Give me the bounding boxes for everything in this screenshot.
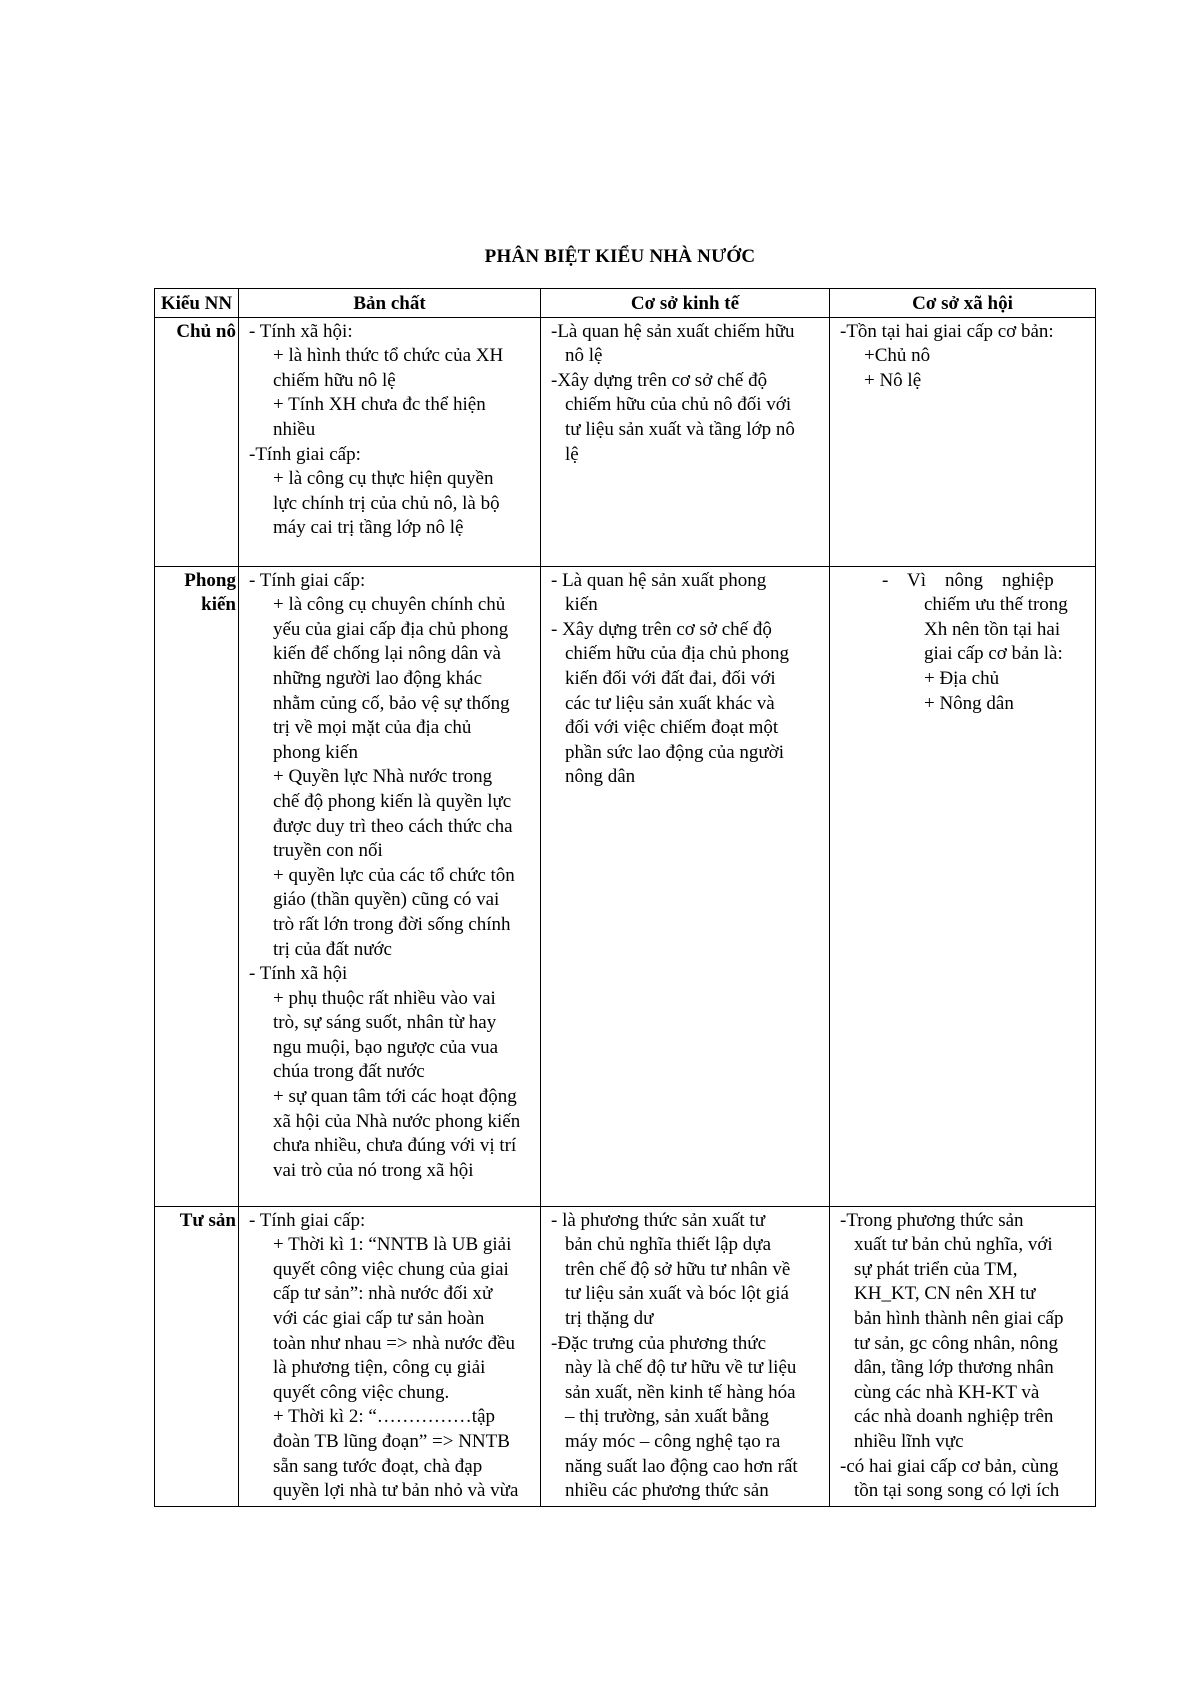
cell-line: đối với việc chiếm đoạt một [565, 717, 779, 739]
cell-line: đoàn TB lũng đoạn” => NNTB [273, 1430, 510, 1452]
cell-line: chiếm hữu của chủ nô đối với [565, 394, 792, 416]
cell-line: - Tính xã hội: [249, 320, 353, 342]
cell-line: vai trò của nó trong xã hội [273, 1159, 474, 1181]
cell-line: -Đặc trưng của phương thức [551, 1332, 767, 1354]
cell-line: -Tính giai cấp: [249, 443, 361, 465]
cell-line: xã hội của Nhà nước phong kiến [273, 1110, 521, 1132]
cell-line: KH_KT, CN nên XH tư [854, 1283, 1036, 1305]
cell-line: nhiều lĩnh vực [854, 1430, 964, 1452]
row-economy [541, 317, 830, 566]
cell-line: nông dân [565, 766, 636, 788]
cell-line: phần sức lao động của người [565, 741, 785, 763]
cell-line: chưa nhiều, chưa đúng với vị trí [273, 1135, 517, 1157]
cell-line: -Trong phương thức sản [840, 1209, 1024, 1231]
cell-line: + là công cụ thực hiện quyền [273, 468, 494, 490]
row-society [830, 1206, 1096, 1506]
cell-line: chiếm hữu của địa chủ phong [565, 643, 789, 665]
cell-line: Xh nên tồn tại hai [924, 618, 1061, 640]
cell-line: bản hình thành nên giai cấp [854, 1307, 1064, 1329]
cell-line: + sự quan tâm tới các hoạt động [273, 1086, 517, 1108]
cell-line: + Nô lệ [864, 369, 922, 391]
cell-line: trị thặng dư [565, 1307, 654, 1329]
page-title: PHÂN BIỆT KIỂU NHÀ NƯỚC [484, 246, 756, 267]
cell-line: xuất tư bản chủ nghĩa, với [854, 1234, 1053, 1256]
comparison-table [154, 288, 1096, 1507]
cell-line: trò rất lớn trong đời sống chính [273, 913, 511, 935]
cell-line: trị của đất nước [273, 938, 392, 960]
cell-line: – thị trường, sản xuất bằng [565, 1406, 769, 1428]
cell-line: + là công cụ chuyên chính chủ [273, 594, 506, 616]
cell-line: là phương tiện, công cụ giải [273, 1357, 486, 1379]
cell-line: + Quyền lực Nhà nước trong [273, 766, 493, 788]
cell-line: kiến đối với đất đai, đối với [565, 667, 776, 689]
cell-line: quyết công việc chung. [273, 1381, 450, 1403]
cell-line: -có hai giai cấp cơ bản, cùng [840, 1455, 1059, 1477]
cell-line: sẵn sang tước đoạt, chà đạp [273, 1455, 483, 1477]
header-essence: Bản chất [239, 289, 541, 318]
cell-line: máy móc – công nghệ tạo ra [565, 1430, 781, 1452]
cell-line: trị về mọi mặt của địa chủ [273, 717, 472, 739]
cell-line: +Chủ nô [864, 345, 931, 367]
cell-line: - Là quan hệ sản xuất phong [551, 569, 767, 591]
cell-line: bản chủ nghĩa thiết lập dựa [565, 1234, 772, 1256]
cell-line: giai cấp cơ bản là: [924, 643, 1063, 665]
cell-line: những người lao động khác [273, 667, 482, 689]
cell-line: chế độ phong kiến là quyền lực [273, 790, 512, 812]
cell-line: quyền lợi nhà tư bản nhỏ và vừa [273, 1480, 519, 1502]
cell-line: - Tính giai cấp: [249, 1209, 366, 1231]
row-essence [239, 317, 541, 566]
cell-line: dân, tầng lớp thương nhân [854, 1357, 1054, 1379]
cell-line: sự phát triển của TM, [854, 1258, 1018, 1280]
cell-line: + Tính XH chưa đc thể hiện [273, 394, 486, 416]
cell-line: này là chế độ tư hữu về tư liệu [565, 1357, 797, 1379]
row-society [830, 566, 1096, 1206]
cell-line: - là phương thức sản xuất tư [551, 1209, 766, 1231]
cell-line: tư sản, gc công nhân, nông [854, 1332, 1058, 1354]
cell-line: nhiều [273, 418, 316, 440]
header-kind: Kiểu NN [155, 289, 239, 318]
cell-line: chiếm ưu thế trong [924, 594, 1068, 616]
header-society: Cơ sở xã hội [830, 289, 1096, 318]
cell-line: chiếm hữu nô lệ [273, 369, 396, 391]
cell-line: cấp tư sản”: nhà nước đối xử [273, 1283, 493, 1305]
cell-line: trên chế độ sở hữu tư nhân về [565, 1258, 791, 1280]
table-header-row [155, 289, 1096, 318]
cell-line: - Xây dựng trên cơ sở chế độ [551, 618, 772, 640]
cell-line: + là hình thức tổ chức của XH [273, 345, 504, 367]
cell-line: -Là quan hệ sản xuất chiếm hữu [551, 320, 795, 342]
cell-line: -Xây dựng trên cơ sở chế độ [551, 369, 768, 391]
table-row [155, 317, 1096, 566]
row-kind: Chủ nô [155, 317, 239, 566]
header-economy: Cơ sở kinh tế [541, 289, 830, 318]
cell-line: sản xuất, nền kinh tế hàng hóa [565, 1381, 796, 1403]
cell-line: nô lệ [565, 345, 603, 367]
row-kind: Tư sản [155, 1206, 239, 1506]
cell-line: các tư liệu sản xuất khác và [565, 692, 775, 714]
cell-line: phong kiến [273, 741, 358, 763]
cell-line: với các giai cấp tư sản hoàn [273, 1307, 485, 1329]
cell-line: cùng các nhà KH-KT và [854, 1381, 1040, 1403]
table-row [155, 1206, 1096, 1506]
cell-line: -Tồn tại hai giai cấp cơ bản: [840, 320, 1054, 342]
cell-line: toàn như nhau => nhà nước đều [273, 1332, 516, 1354]
cell-line: + Thời kì 2: “……………tập [273, 1406, 496, 1428]
cell-line: máy cai trị tầng lớp nô lệ [273, 517, 464, 539]
row-kind: Phong kiến [155, 566, 239, 1206]
cell-line: + phụ thuộc rất nhiều vào vai [273, 987, 496, 1009]
cell-line: nhiều các phương thức sản [565, 1480, 769, 1502]
cell-line: giáo (thần quyền) cũng có vai [273, 889, 500, 911]
cell-line: trò, sự sáng suốt, nhân từ hay [273, 1012, 497, 1034]
cell-line: kiến [565, 594, 598, 616]
row-essence [239, 1206, 541, 1506]
cell-line: năng suất lao động cao hơn rất [565, 1455, 798, 1477]
cell-line: tồn tại song song có lợi ích [854, 1480, 1060, 1502]
cell-line: nhằm củng cố, bảo vệ sự thống [273, 692, 510, 714]
cell-line: chúa trong đất nước [273, 1061, 425, 1083]
cell-line: tư liệu sản xuất và bóc lột giá [565, 1283, 789, 1305]
cell-line: các nhà doanh nghiệp trên [854, 1406, 1054, 1428]
cell-line: tư liệu sản xuất và tầng lớp nô [565, 418, 795, 440]
row-essence [239, 566, 541, 1206]
cell-line: lực chính trị của chủ nô, là bộ [273, 492, 500, 514]
cell-line: ngu muội, bạo ngược của vua [273, 1036, 499, 1058]
row-economy [541, 566, 830, 1206]
cell-line: + Thời kì 1: “NNTB là UB giải [273, 1234, 512, 1256]
cell-line: lệ [565, 443, 579, 465]
cell-line: - Tính xã hội [249, 963, 348, 985]
cell-line: kiến để chống lại nông dân và [273, 643, 501, 665]
cell-line: + Nông dân [924, 692, 1014, 714]
cell-line: - Vì nông nghiệp [882, 569, 1054, 591]
cell-line: quyết công việc chung của giai [273, 1258, 509, 1280]
row-society [830, 317, 1096, 566]
cell-line: - Tính giai cấp: [249, 569, 366, 591]
cell-line: truyền con nối [273, 840, 383, 862]
row-economy [541, 1206, 830, 1506]
table-row [155, 566, 1096, 1206]
cell-line: + quyền lực của các tổ chức tôn [273, 864, 515, 886]
cell-line: được duy trì theo cách thức cha [273, 815, 513, 837]
cell-line: + Địa chủ [924, 667, 1000, 689]
cell-line: yếu của giai cấp địa chủ phong [273, 618, 509, 640]
